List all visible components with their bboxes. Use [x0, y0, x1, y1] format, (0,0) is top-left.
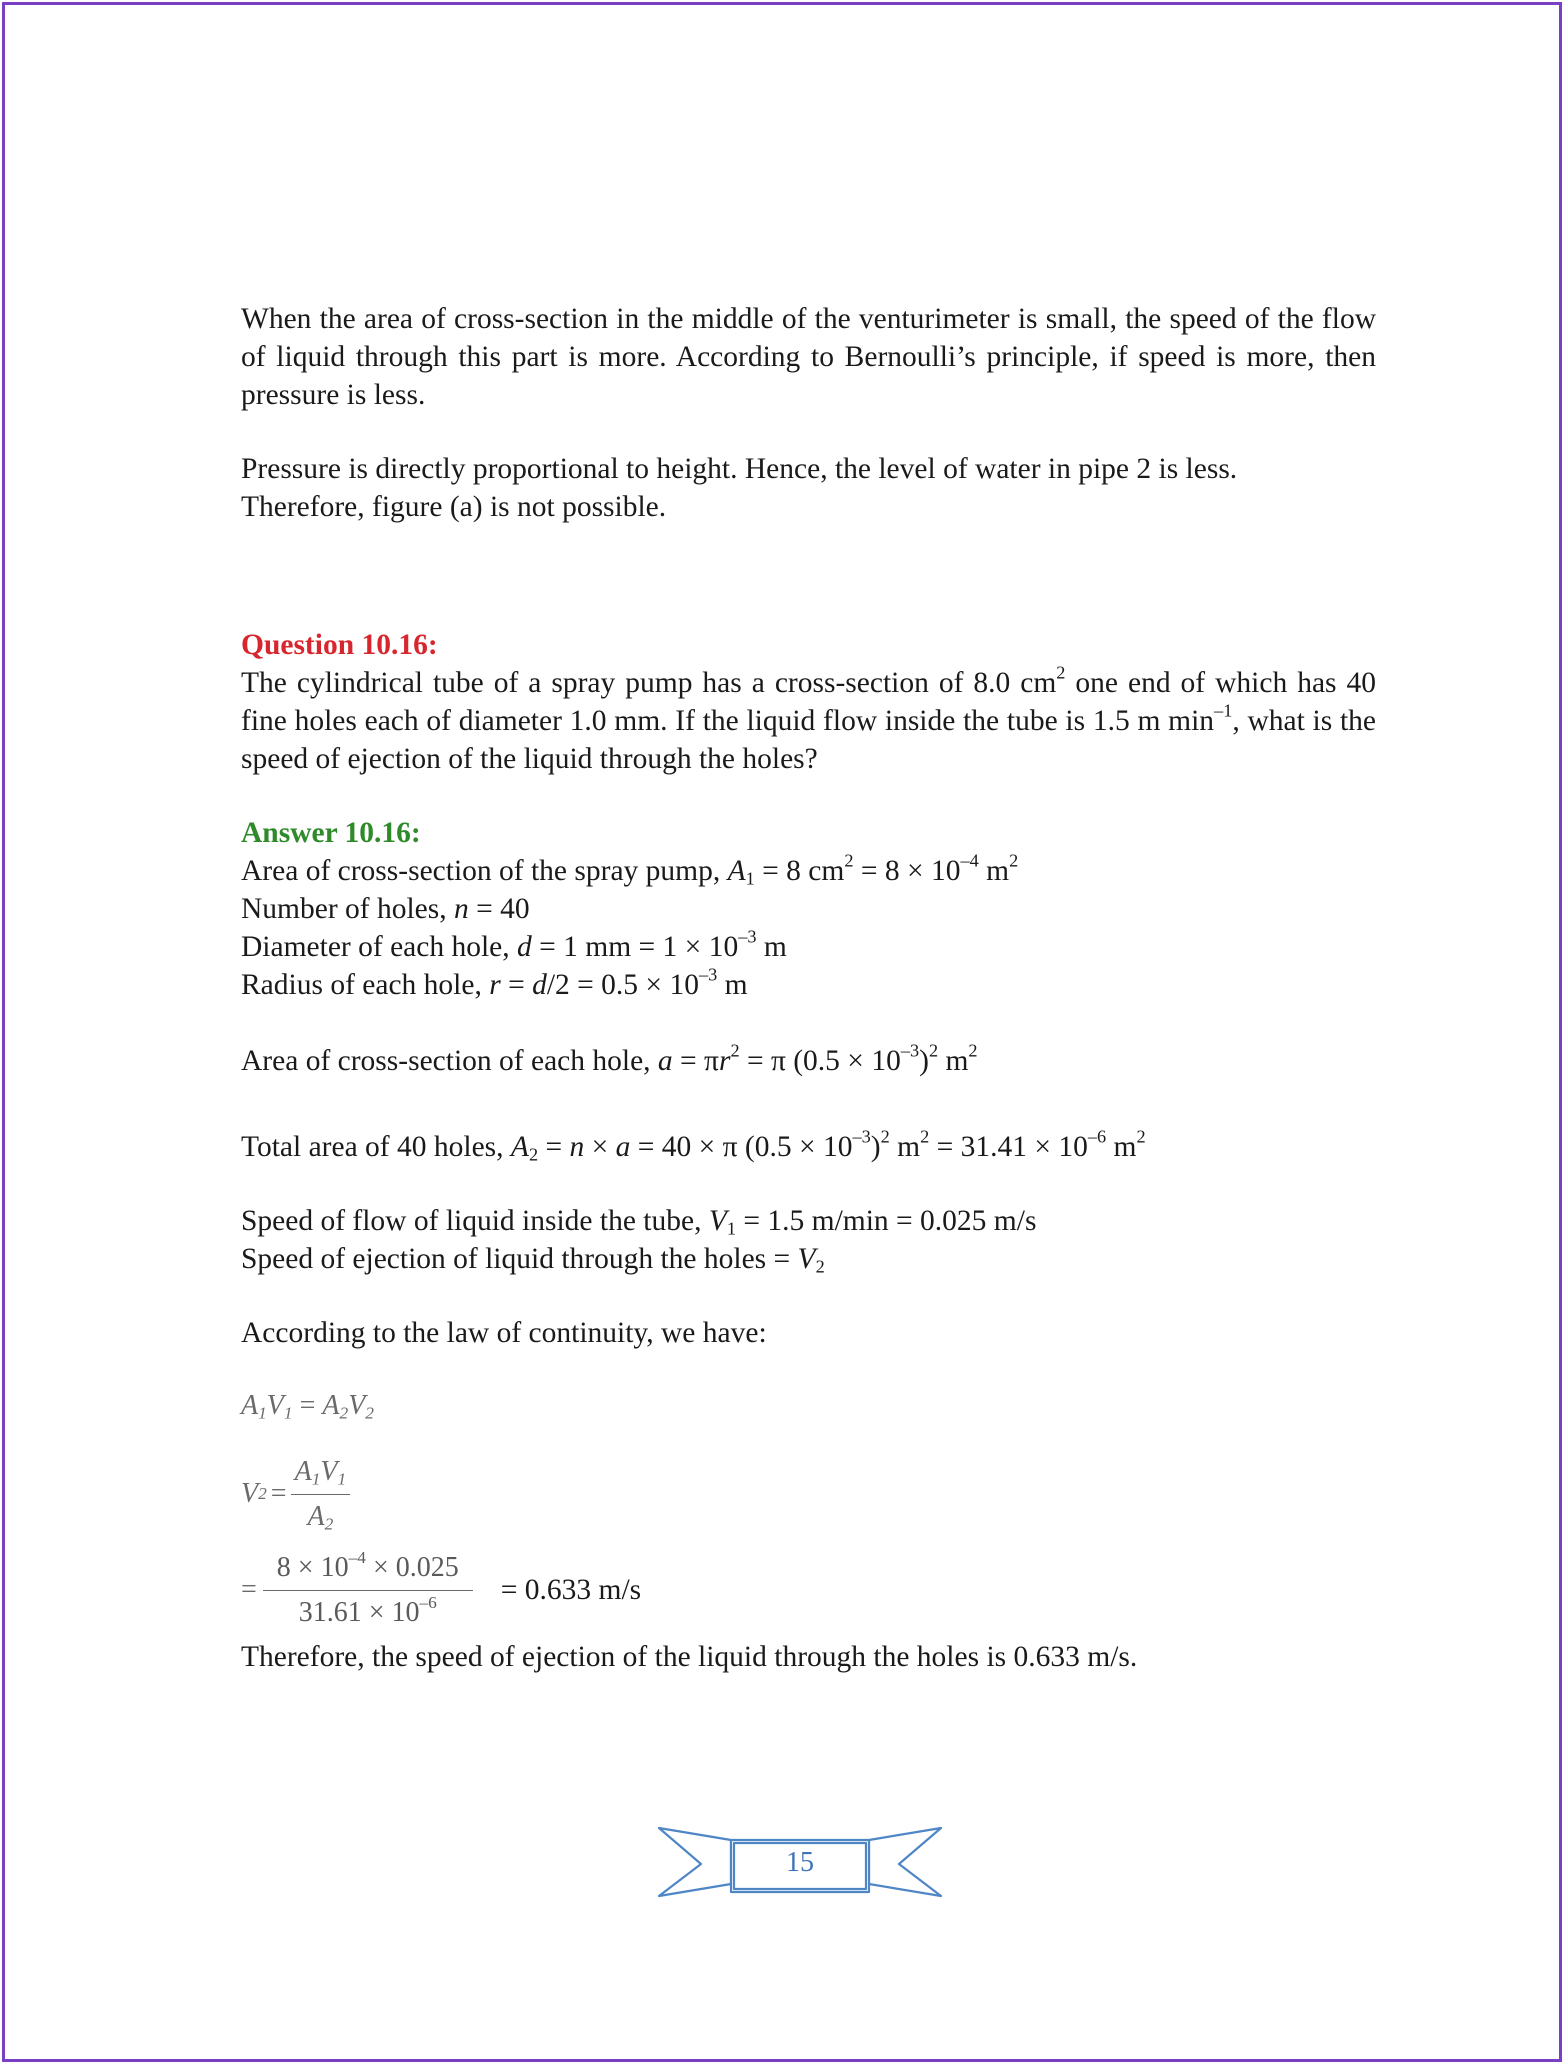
answer-line-hole-area: Area of cross-section of each hole, $a = \pi r^2 = \pi$ $(0.5 \times 10^{-3})^2$ $m^2$	[241, 1040, 978, 1077]
calc-fraction: $\frac{8 \times 10^{-4} \times 0.025}{31.61 \times 10^{-6}}$	[263, 1548, 473, 1633]
intro-line: Therefore, figure (a) is not possible.	[241, 491, 667, 523]
intro-paragraph: When the area of cross-section in the middle of the venturimeter is small, the speed of the flow of liquid through this part is more. According to Bernoulli’s principle, if speed is more, then pressure is less.	[241, 303, 1376, 411]
page-content	[241, 300, 1376, 1676]
answer-line-speed-ejection: Speed of ejection of liquid through the holes = $V_2$	[241, 1243, 825, 1277]
calculation-row	[241, 1544, 1376, 1636]
answer-line-diameter: Diameter of each hole, d = 1 mm = $1 \times 10^{-3}$ m	[241, 926, 787, 963]
answer-line-area-pump: Area of cross-section of the spray pump, $A_1 = 8$ $cm^2 = 8 \times 10^{-4}$ $m^2$	[241, 850, 1019, 889]
question-heading: Question 10.16:	[241, 629, 438, 661]
answer-conclusion: Therefore, the speed of ejection of the liquid through the holes is 0.633 m/s.	[241, 1641, 1138, 1673]
v2-fraction: $\frac{A_1V_1}{A_2}$	[291, 1452, 351, 1537]
page-number: 15	[786, 1847, 814, 1878]
v2-formula: V 2 = $\frac{A_1V_1}{A_2}$	[241, 1444, 1376, 1544]
question-text: The cylindrical tube of a spray pump has a cross-section of 8.0 $cm^2$ one end of which has 40 fine holes each of diameter 1.0 mm. If the liquid flow inside the tube is 1.5 m $\min^{-1}$, what is the speed of ejection of the liquid through the holes?	[241, 662, 1377, 775]
continuity-formula: $A_1V_1 = A_2V_2$	[241, 1390, 374, 1423]
calc-result: = 0.633 m/s	[500, 1574, 642, 1606]
intro-line: Pressure is directly proportional to height. Hence, the level of water in pipe 2 is less.	[241, 453, 1238, 485]
intro-paragraph-2	[241, 450, 1376, 526]
answer-line-holes: Number of holes, n = 40	[241, 893, 530, 925]
answer-line-speed-tube: Speed of flow of liquid inside the tube, $V_1 = 1.5$ m/min = 0.025 m/s	[241, 1205, 1037, 1239]
calc-equals: =	[241, 1574, 257, 1605]
answer-line-total-area: Total area of 40 holes, $A_2 = n \times a = 40 \times \pi$ $(0.5 \times 10^{-3})^2$ $m^2 = 31.41 \times 10^{-6}$ $m^2$	[241, 1126, 1146, 1165]
answer-line-continuity: According to the law of continuity, we have:	[241, 1317, 767, 1349]
answer-heading: Answer 10.16:	[241, 817, 421, 849]
answer-line-radius: Radius of each hole, $r = d/2 = 0.5 \times 10^{-3}$ m	[241, 964, 748, 1001]
